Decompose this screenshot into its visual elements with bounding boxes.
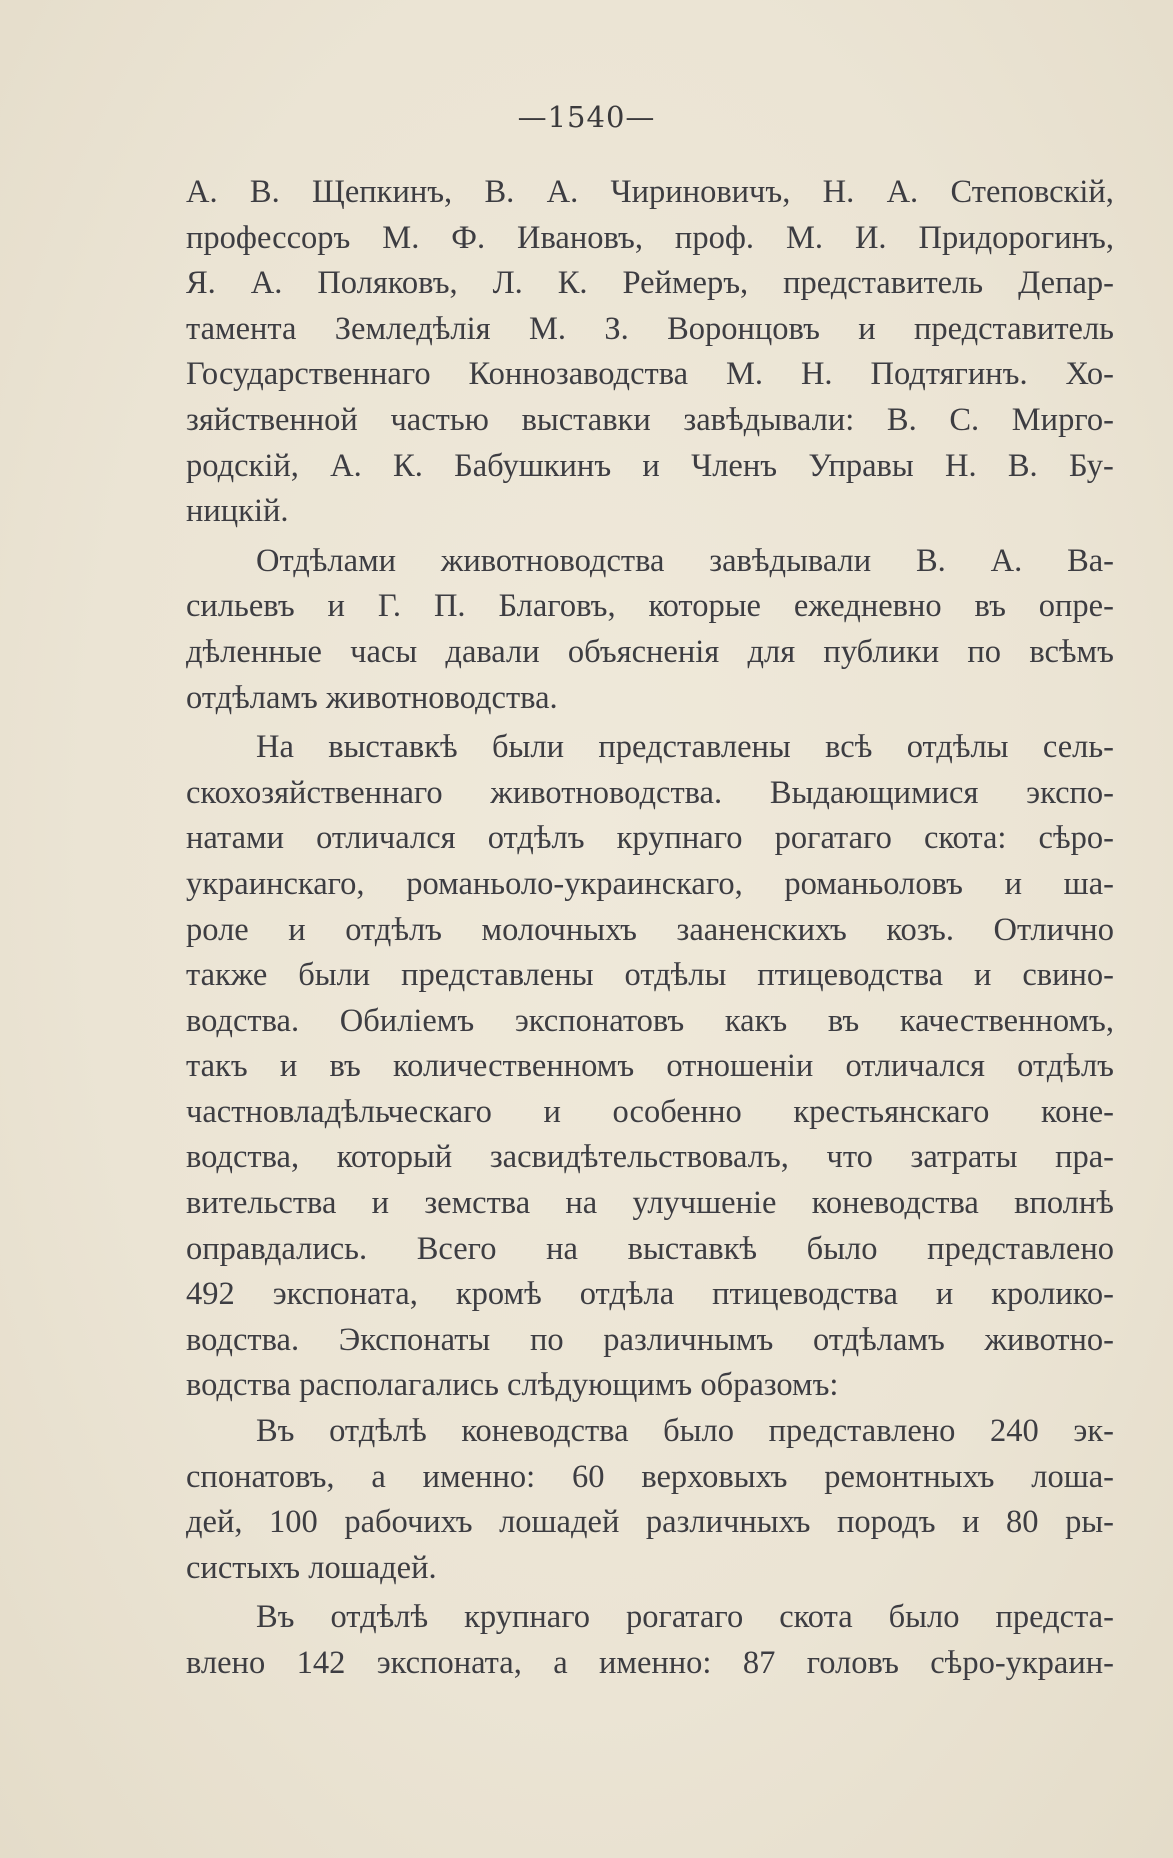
text-line: водства. Обиліемъ экспонатовъ какъ въ качественномъ,	[186, 1002, 1114, 1039]
text-line: натами отличался отдѣлъ крупнаго рогатаго скота: сѣро-	[186, 820, 1114, 857]
text-line: скохозяйственнаго животноводства. Выдающимися экспо-	[186, 774, 1114, 811]
page-number: —1540—	[517, 100, 656, 134]
paragraph-4	[186, 1409, 1114, 1591]
text-line: А. В. Щепкинъ, В. А. Чириновичъ, Н. А. Степовскій,	[186, 174, 1114, 210]
text-line: отдѣламъ животноводства.	[186, 679, 558, 716]
text-line: водства, который засвидѣтельствовалъ, что затраты пра-	[186, 1139, 1114, 1176]
text-line: такъ и въ количественномъ отношеніи отличался отдѣлъ	[186, 1048, 1114, 1085]
text-line: Въ отдѣлѣ коневодства было представлено 240 эк-	[256, 1413, 1114, 1450]
paragraph-3	[186, 725, 1114, 1409]
body-text	[186, 170, 1114, 1687]
text-line: Въ отдѣлѣ крупнаго рогатаго скота было предста-	[256, 1599, 1114, 1636]
text-line: дей, 100 рабочихъ лошадей различныхъ породъ и 80 ры-	[186, 1504, 1114, 1541]
paragraph-5	[186, 1595, 1114, 1686]
text-line: водства располагались слѣдующимъ образомъ:	[186, 1367, 839, 1404]
paragraph-1	[186, 170, 1114, 535]
text-line: также были представлены отдѣлы птицеводства и свино-	[186, 957, 1114, 994]
text-line: влено 142 экспоната, а именно: 87 головъ сѣро-украин-	[186, 1645, 1114, 1681]
paragraph-2	[186, 539, 1114, 721]
text-line: сильевъ и Г. П. Благовъ, которые ежедневно въ опре-	[186, 588, 1114, 625]
text-line: родскій, А. К. Бабушкинъ и Членъ Управы Н. В. Бу-	[186, 447, 1114, 484]
text-line: оправдались. Всего на выставкѣ было представлено	[186, 1230, 1114, 1267]
text-line: водства. Экспонаты по различнымъ отдѣламъ животно-	[186, 1321, 1114, 1358]
text-line: частновладѣльческаго и особенно крестьянскаго коне-	[186, 1093, 1114, 1130]
text-line: На выставкѣ были представлены всѣ отдѣлы сель-	[256, 729, 1114, 766]
text-line: профессоръ М. Ф. Ивановъ, проф. М. И. Придорогинъ,	[186, 219, 1114, 256]
text-line: зяйственной частью выставки завѣдывали: В. С. Мирго-	[186, 401, 1114, 438]
text-line: ницкій.	[186, 493, 289, 530]
text-line: спонатовъ, а именно: 60 верховыхъ ремонтныхъ лоша-	[186, 1458, 1114, 1495]
text-line: Отдѣлами животноводства завѣдывали В. А. Ва-	[256, 542, 1114, 579]
text-line: дѣленные часы давали объясненія для публики по всѣмъ	[186, 633, 1114, 670]
text-line: 492 экспоната, кромѣ отдѣла птицеводства и кролико-	[186, 1276, 1114, 1313]
text-line: Я. А. Поляковъ, Л. К. Реймеръ, представитель Депар-	[186, 265, 1114, 302]
text-line: Государственнаго Коннозаводства М. Н. Подтягинъ. Хо-	[186, 356, 1114, 393]
text-line: тамента Земледѣлія М. З. Воронцовъ и представитель	[186, 310, 1114, 347]
text-line: украинскаго, романьоло-украинскаго, романьоловъ и ша-	[186, 865, 1114, 902]
text-line: роле и отдѣлъ молочныхъ зааненскихъ козъ. Отлично	[186, 911, 1114, 948]
text-line: систыхъ лошадей.	[186, 1549, 437, 1586]
text-line: вительства и земства на улучшеніе коневодства вполнѣ	[186, 1185, 1114, 1222]
